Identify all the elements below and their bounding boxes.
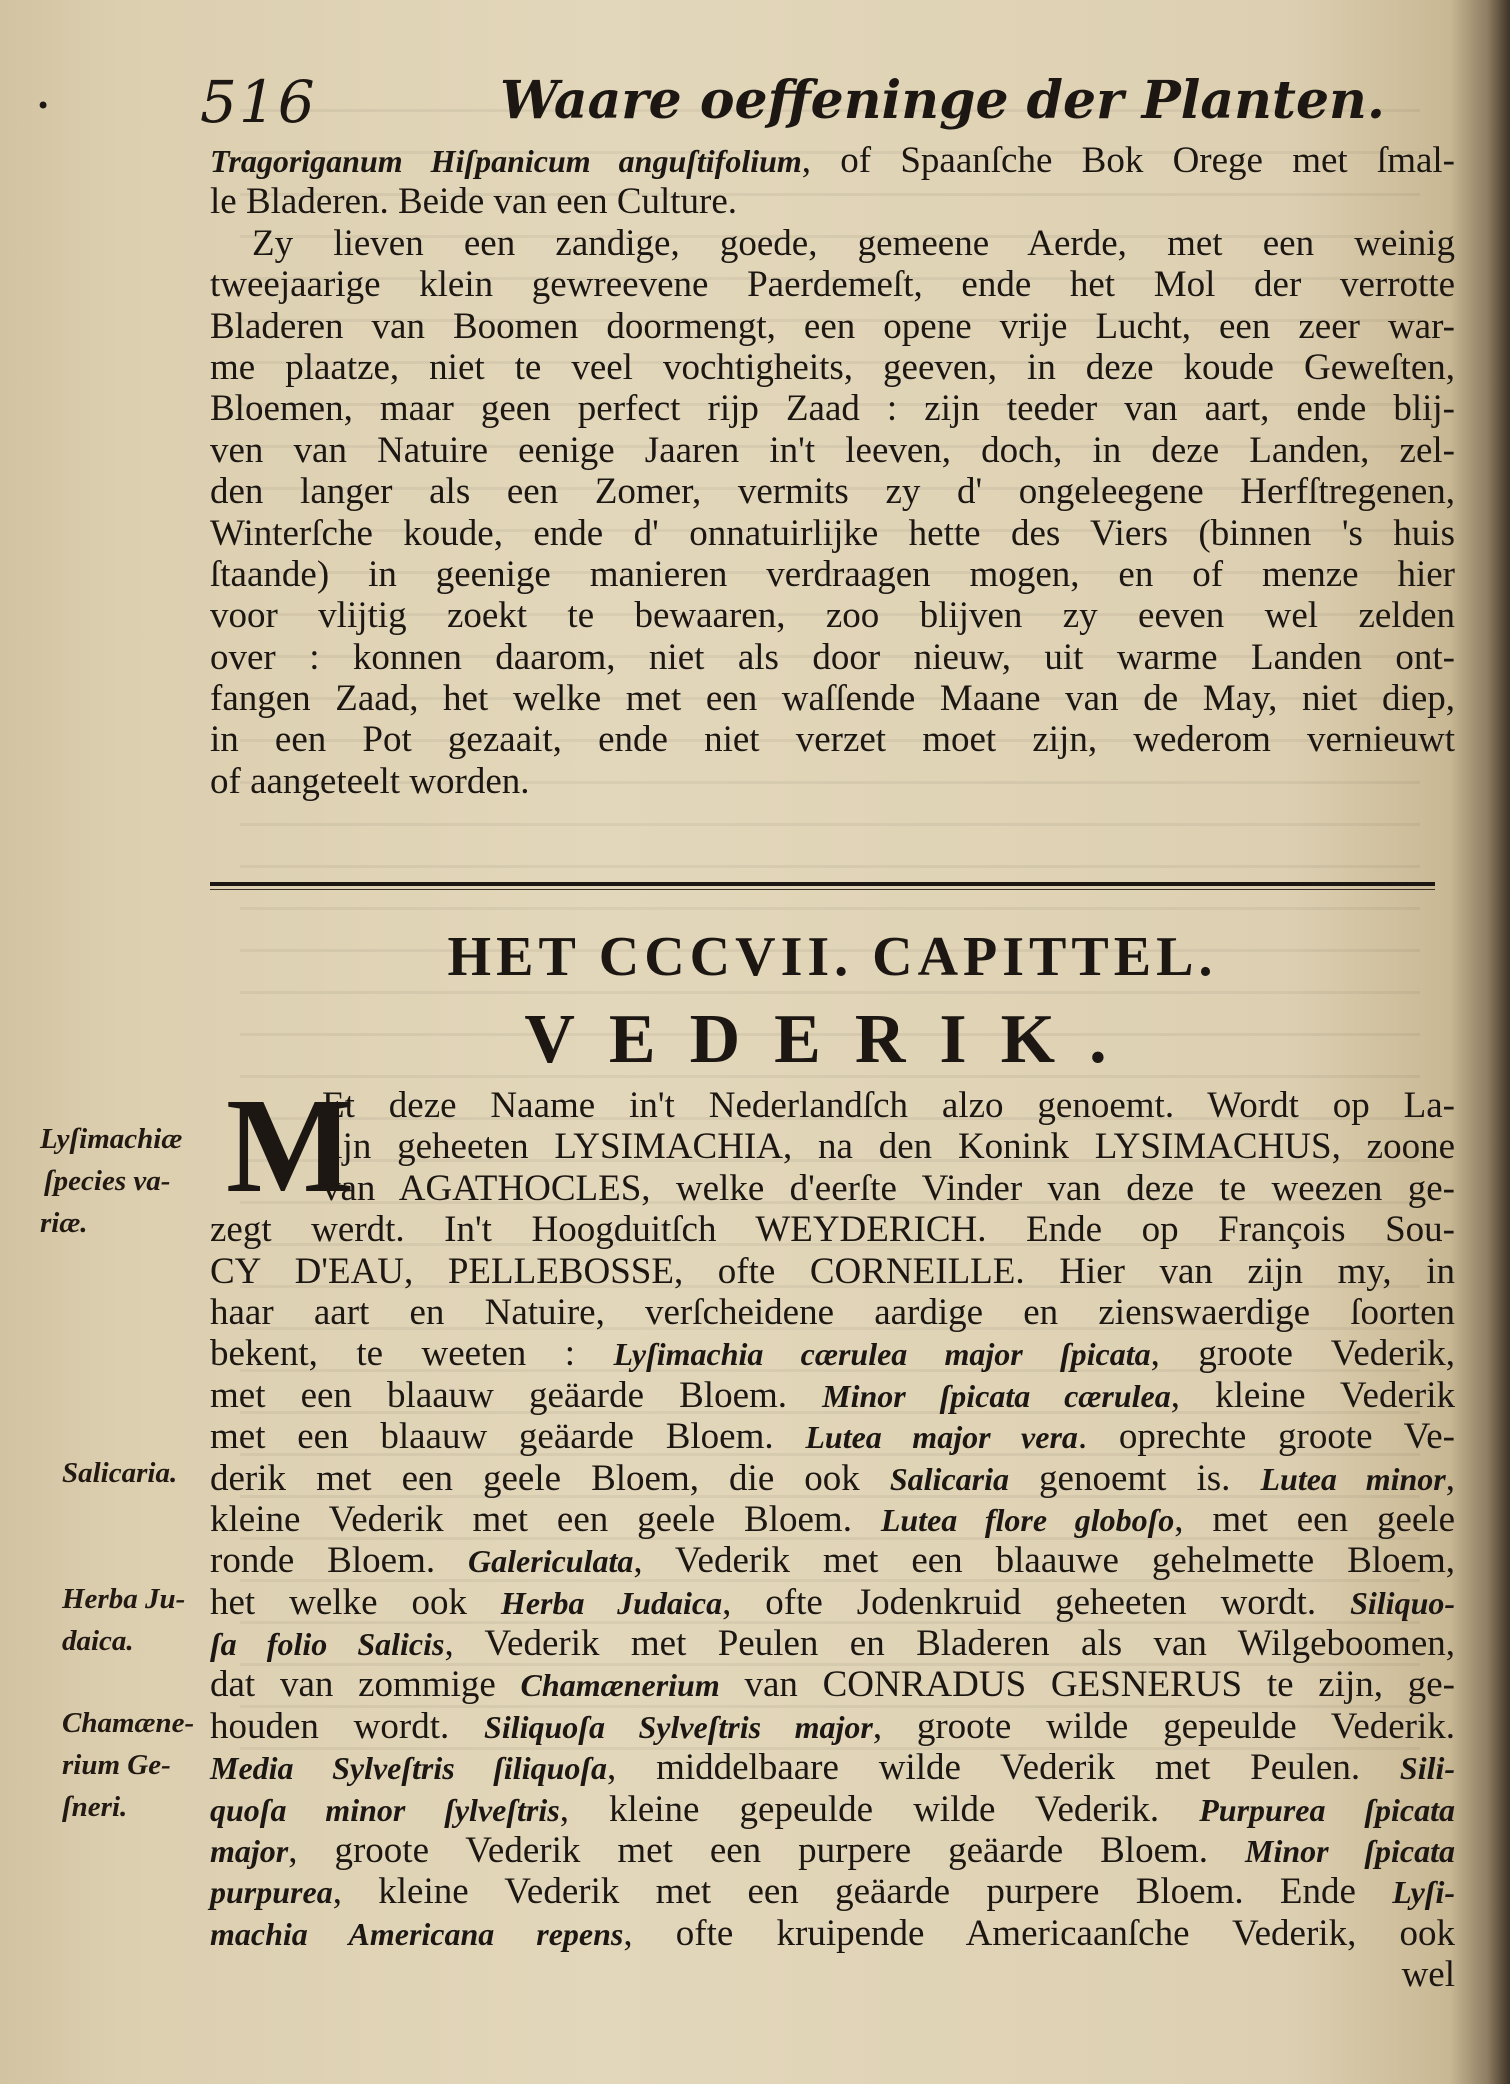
text-line: Winterſche koude, ende d' onnatuirlijke hette des Viers (binnen 's huis	[210, 512, 1455, 554]
text-line: voor vlijtig zoekt te bewaaren, zoo blijven zy eeven wel zelden	[210, 595, 1455, 637]
text-line: haar aart en Natuire, verſcheidene aardige en zienswaerdige ſoorten	[210, 1291, 1455, 1333]
text-line: derik met een geele Bloem, die ook Salicaria genoemt is. Lutea minor,	[210, 1457, 1455, 1499]
text-line: met een blaauw geäarde Bloem. Lutea major vera. oprechte groote Ve-	[210, 1416, 1456, 1458]
text-line: het welke ook Herba Judaica, ofte Jodenkruid geheeten wordt. Siliquo-	[210, 1581, 1456, 1623]
text-line: van AGATHOCLES, welke d'eerſte Vinder van deze te weezen ge-	[322, 1167, 1455, 1209]
chapter-name: VEDERIK.	[524, 1001, 1141, 1078]
catchword: wel	[1401, 1954, 1455, 1996]
text-line: met een blaauw geäarde Bloem. Minor ſpicata cærulea, kleine Vederik	[210, 1374, 1455, 1416]
text-line: kleine Vederik met een geele Bloem. Lutea flore globoſo, met een geele	[210, 1498, 1456, 1540]
text-line: of aangeteelt worden.	[210, 760, 530, 802]
drop-cap: M	[226, 1071, 355, 1221]
section-divider-thin	[210, 889, 1435, 890]
chapter-title: HET CCCVII. CAPITTEL.	[447, 926, 1218, 988]
text-line: quoſa minor ſylveſtris, kleine gepeulde wilde Vederik. Purpurea ſpicata	[210, 1788, 1455, 1830]
text-line: ſtaande) in geenige manieren verdraagen mogen, en of menze hier	[210, 553, 1455, 595]
margin-note-lysimachia: Lyſimachiæ ſpecies va- riæ.	[40, 1123, 183, 1239]
text-line: fangen Zaad, het welke met een waſſende Maane van de May, niet diep,	[210, 678, 1455, 720]
text-line: in een Pot gezaait, ende niet verzet moet zijn, wederom vernieuwt	[210, 719, 1455, 761]
text-line: Tragoriganum Hiſpanicum anguſtifolium, of Spaanſche Bok Orege met ſmal-	[210, 140, 1455, 181]
text-line: le Bladeren. Beide van een Culture.	[210, 181, 738, 223]
text-line: dat van zommige Chamænerium van CONRADUS GESNERUS te zijn, ge-	[210, 1664, 1455, 1706]
text-line: den langer als een Zomer, vermits zy d' ongeleegene Herfſtregenen,	[210, 471, 1455, 513]
text-line: houden wordt. Siliquoſa Sylveſtris major, groote wilde gepeulde Vederik.	[210, 1705, 1456, 1747]
text-line: CY D'EAU, PELLEBOSSE, ofte CORNEILLE. Hier van zijn my, in	[210, 1250, 1455, 1292]
book-spine-edge	[1488, 0, 1510, 2084]
text-line: ſa folio Salicis, Vederik met Peulen en Bladeren als van Wilgeboomen,	[210, 1623, 1455, 1665]
text-line: purpurea, kleine Vederik met een geäarde purpere Bloem. Ende Lyſi-	[210, 1871, 1455, 1913]
text-line: major, groote Vederik met een purpere geäarde Bloem. Minor ſpicata	[210, 1830, 1456, 1872]
text-line: Zy lieven een zandige, goede, gemeene Aerde, met een weinig	[252, 222, 1455, 264]
running-title: Waare oeffeninge der Planten.	[500, 70, 1385, 131]
text-line: ronde Bloem. Galericulata, Vederik met een blaauwe gehelmette Bloem,	[210, 1540, 1455, 1582]
margin-note-chamaenerium: Chamæne- rium Ge- ſneri.	[62, 1707, 195, 1823]
text-line: Bloemen, maar geen perfect rijp Zaad : zijn teeder van aart, ende blij-	[210, 388, 1455, 430]
text-line: zegt werdt. In't Hoogduitſch WEYDERICH. Ende op François Sou-	[210, 1209, 1455, 1251]
text-line: bekent, te weeten : Lyſimachia cærulea major ſpicata, groote Vederik,	[210, 1333, 1456, 1375]
margin-note-salicaria: Salicaria.	[62, 1457, 178, 1489]
text-line: tijn geheeten LYSIMACHIA, na den Konink LYSIMACHUS, zoone	[322, 1126, 1455, 1168]
page-number: 516	[200, 68, 317, 136]
section-divider	[210, 882, 1435, 886]
intro-paragraph	[210, 140, 1455, 802]
text-line: over : konnen daarom, niet als door nieuw, uit warme Landen ont-	[210, 636, 1455, 678]
text-line: machia Americana repens, ofte kruipende Americaanſche Vederik, ook	[210, 1912, 1456, 1954]
text-line: Media Sylveſtris ſiliquoſa, middelbaare wilde Vederik met Peulen. Sili-	[210, 1747, 1456, 1789]
margin-note-herba-judaica: Herba Ju- daica.	[62, 1583, 186, 1657]
text-line: me plaatze, niet te veel vochtigheits, geeven, in deze koude Geweſten,	[210, 346, 1455, 388]
header-mark: •	[36, 92, 51, 120]
chapter-paragraph	[210, 1085, 1455, 1996]
text-line: Bladeren van Boomen doormengt, een opene vrije Lucht, een zeer war-	[210, 305, 1455, 347]
text-line: Et deze Naame in't Nederlandſch alzo genoemt. Wordt op La-	[322, 1085, 1455, 1126]
text-line: ven van Natuire eenige Jaaren in't leeven, doch, in deze Landen, zel-	[210, 429, 1455, 471]
text-line: tweejaarige klein gewreevene Paerdemeſt, ende het Mol der verrotte	[210, 264, 1455, 306]
